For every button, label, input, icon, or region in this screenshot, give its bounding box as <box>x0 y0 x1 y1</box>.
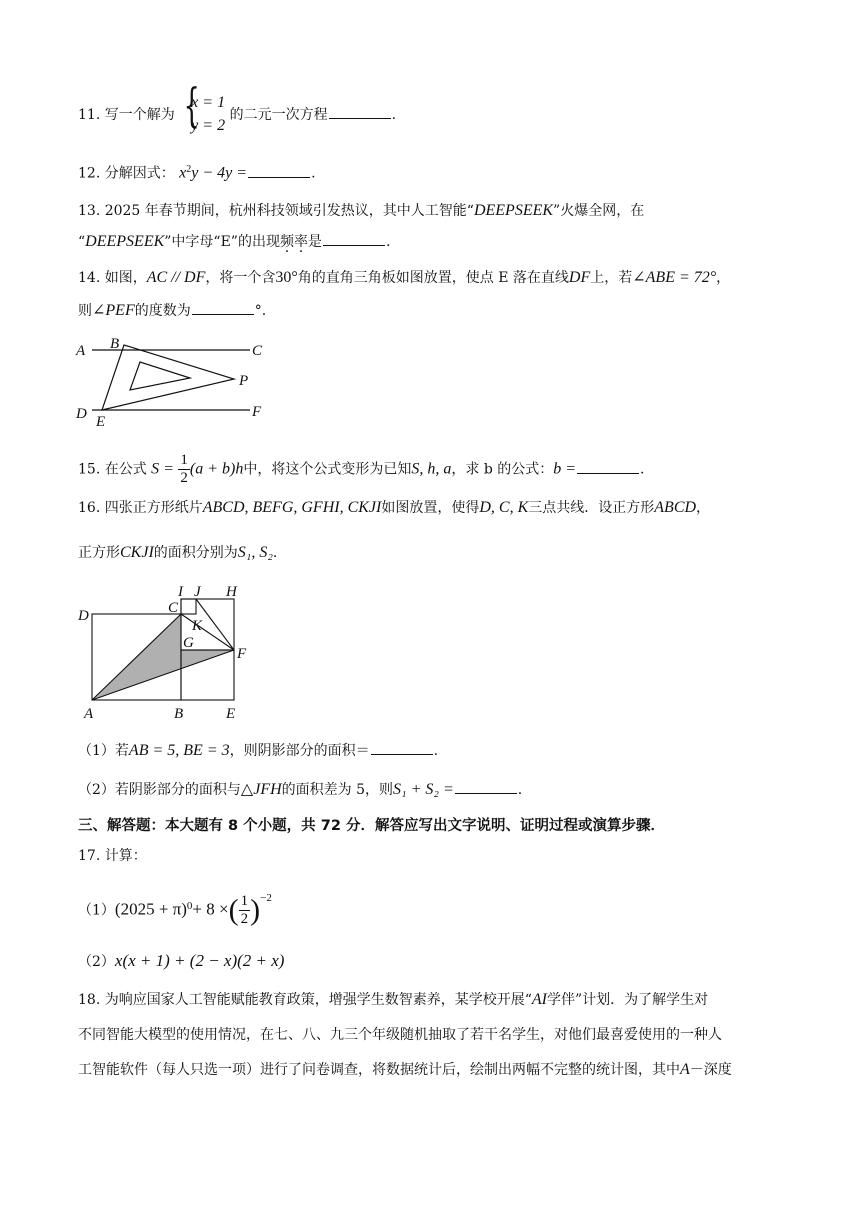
q14-degree: ° <box>254 303 262 319</box>
q12-end: . <box>311 165 316 182</box>
q14-text-e: ， <box>716 270 731 286</box>
label-b: B <box>174 706 184 722</box>
q18-text-b: 学伴”计划．为了解学生对 <box>546 992 709 1008</box>
label-h: H <box>226 584 237 600</box>
q11-answer-blank[interactable] <box>329 104 391 119</box>
q11 <box>78 78 397 134</box>
q13-word: DEEPSEEK <box>473 202 554 219</box>
q16-line2 <box>78 543 277 563</box>
label-d: D <box>78 608 89 624</box>
q17-1-lparen: ( <box>228 893 239 927</box>
q18-text-a: 18. 为响应国家人工智能赋能教育政策，增强学生数智素养，某学校开展“ <box>78 992 532 1008</box>
q13-text-b: ”火爆全网，在 <box>553 203 645 219</box>
q16-text-d: ， <box>696 500 711 516</box>
q12-prefix: 12. 分解因式： <box>78 165 175 182</box>
q14-figure <box>74 332 274 432</box>
q17-1-label: （1） <box>78 902 115 919</box>
q16-text-f: 的面积分别为 <box>153 545 238 561</box>
square-ckji <box>181 599 196 614</box>
q14-text-b: ，将一个含 <box>205 270 276 286</box>
q18-text-c: 工智能软件（每人只选一项）进行了问卷调查，将数据统计后，绘制出两幅不完整的统计图，其中 <box>78 1062 680 1078</box>
q16-1-answer-blank[interactable] <box>371 740 433 755</box>
q13-answer-blank[interactable] <box>323 231 385 246</box>
q14-answer-blank[interactable] <box>192 300 254 315</box>
label-k: K <box>192 618 203 634</box>
label-e: E <box>226 706 236 722</box>
q18-line3 <box>78 1060 732 1080</box>
q14-math-2: 30° <box>275 269 298 286</box>
q14-text-d: 上，若 <box>590 270 633 286</box>
q18-math: A <box>680 1061 690 1078</box>
q15-math-4: b = <box>553 460 577 478</box>
q16-1-end: . <box>433 743 439 759</box>
q14-line1 <box>78 268 730 288</box>
q14-math-4: ∠ABE = 72° <box>632 269 717 286</box>
q17-1-fraction <box>239 893 251 928</box>
q14-line2 <box>78 300 266 321</box>
label-f: F <box>252 404 262 420</box>
q17-part1 <box>78 886 272 926</box>
q16-text-e: 正方形 <box>78 545 120 561</box>
q16-text-b: 如图放置，使得 <box>381 500 480 516</box>
q18-text-d: －深度 <box>689 1062 732 1078</box>
q13-text-a: 13. 2025 年春节期间，杭州科技领域引发热议，其中人工智能“ <box>78 203 474 219</box>
q16-math-4: CKJI <box>120 544 154 561</box>
q15 <box>78 452 645 487</box>
q13-end: . <box>385 234 391 250</box>
q15-text-b: 中，将这个公式变形为已知 <box>243 461 412 478</box>
q15-text-a: 15. 在公式 <box>78 461 147 478</box>
q16-math-5: S₁, S₂ <box>237 544 273 561</box>
q12-answer-blank[interactable] <box>248 163 310 178</box>
q13-line2 <box>78 231 390 252</box>
q11-eq2: y = 2 <box>191 117 226 134</box>
q13-quote-open: “ <box>78 234 86 250</box>
label-j: J <box>194 584 201 600</box>
q17-1-rparen: ) <box>250 893 261 927</box>
q15-math-1: S = <box>151 460 174 478</box>
q12-sup: 2 <box>186 164 192 175</box>
q13-text-d: 是 <box>307 234 322 250</box>
q16-part2 <box>78 779 522 800</box>
q17-2-label: （2） <box>78 954 115 970</box>
q14-math-5: ∠PEF <box>92 302 135 319</box>
q16-2-math-2: S₁ + S₂ = <box>393 781 454 798</box>
q16-text-c: 三点共线．设正方形 <box>528 500 655 516</box>
q15-math-3: S, h, a <box>411 460 452 478</box>
q16-2-text-a: （2）若阴影部分的面积与 <box>78 782 241 798</box>
q14-text-f: 则 <box>78 303 92 319</box>
q17-part2 <box>78 951 284 972</box>
q14-math-3: DF <box>568 269 591 286</box>
q17-title: 17. 计算： <box>78 848 147 864</box>
q17-1-base: (2025 + π) <box>114 899 187 919</box>
q14-end: . <box>261 303 267 319</box>
q15-text-c: ，求 b 的公式： <box>451 461 554 478</box>
label-e: E <box>96 414 106 430</box>
q16-1-text-a: （1）若 <box>78 743 129 759</box>
label-c: C <box>252 343 263 359</box>
label-p: P <box>239 373 249 389</box>
label-i: I <box>178 584 183 600</box>
q16-2-end: . <box>517 782 523 798</box>
q15-den: 2 <box>180 470 188 486</box>
q16-text-a: 16. 四张正方形纸片 <box>78 500 203 516</box>
q14-text-a: 14. 如图， <box>78 270 147 286</box>
q15-end: . <box>640 461 645 478</box>
section-3-heading: 三、解答题：本大题有 8 个小题，共 72 分．解答应写出文字说明、证明过程或演算步骤． <box>78 818 665 834</box>
q11-brace: { <box>183 78 200 132</box>
q16-text-g: . <box>272 545 278 561</box>
q11-system <box>179 78 226 134</box>
q16-math-2: D, C, K <box>479 499 529 516</box>
label-g: G <box>183 635 194 651</box>
q12 <box>78 160 316 184</box>
q16-2-text-b: 的面积差为 5，则 <box>281 782 394 798</box>
label-a: A <box>84 706 94 722</box>
q17-1-exp2: −2 <box>260 892 272 904</box>
label-f: F <box>237 646 247 662</box>
q13-dotted-2: 率 <box>293 234 308 250</box>
q11-suffix: 的二元一次方程 <box>229 107 328 123</box>
q17-2-expr: x(x + 1) + (2 − x)(2 + x) <box>114 951 285 970</box>
q16-math-3: ABCD <box>654 499 697 516</box>
q15-answer-blank[interactable] <box>577 459 639 474</box>
q11-end: . <box>391 107 397 123</box>
label-d: D <box>76 406 87 422</box>
q15-fraction <box>178 452 190 487</box>
label-b: B <box>110 336 120 352</box>
q14-text-c: 角的直角三角板如图放置，使点 E 落在直线 <box>297 270 569 286</box>
q14-math-1: AC // DF <box>146 269 206 286</box>
q18-line2: 不同智能大模型的使用情况，在七、八、九三个年级随机抽取了若干名学生，对他们最喜爱使用的一种人 <box>78 1027 722 1043</box>
q15-num: 1 <box>180 452 188 468</box>
q11-prefix: 11. 写一个解为 <box>78 107 175 123</box>
q16-part1 <box>78 740 438 761</box>
q18-line1 <box>78 990 708 1010</box>
q12-expr-a: x <box>179 164 187 182</box>
q16-figure <box>74 580 264 725</box>
triangle-outer <box>102 345 234 410</box>
q11-eq1: x = 1 <box>191 94 226 111</box>
q15-math-2: (a + b)h <box>189 460 244 478</box>
q18-ai: AI <box>531 991 547 1008</box>
q14-text-g: 的度数为 <box>134 303 191 319</box>
label-c: C <box>168 600 179 616</box>
q16-line1 <box>78 498 710 518</box>
q16-math-1: ABCD, BEFG, GFHI, CKJI <box>202 499 382 516</box>
q16-1-text-b: ，则阴影部分的面积＝ <box>229 743 370 759</box>
q17-1-num: 1 <box>240 893 249 910</box>
q17-1-exp: 0 <box>186 900 193 912</box>
q13-line1 <box>78 201 644 221</box>
q16-2-answer-blank[interactable] <box>455 779 517 794</box>
q16-1-math: AB = 5, BE = 3 <box>128 742 230 759</box>
label-a: A <box>76 343 86 359</box>
q13-word-2: DEEPSEEK <box>85 233 165 250</box>
triangle-inner <box>130 362 190 390</box>
q13-text-c: ”中字母“E”的出现 <box>164 234 280 250</box>
q17-1-den: 2 <box>240 911 249 928</box>
q13-dotted-1: 频 <box>279 234 294 250</box>
q12-expr-b: y − 4y = <box>191 164 248 182</box>
q16-2-math: △JFH <box>240 781 282 798</box>
q17-1-times: + 8 × <box>192 899 229 919</box>
